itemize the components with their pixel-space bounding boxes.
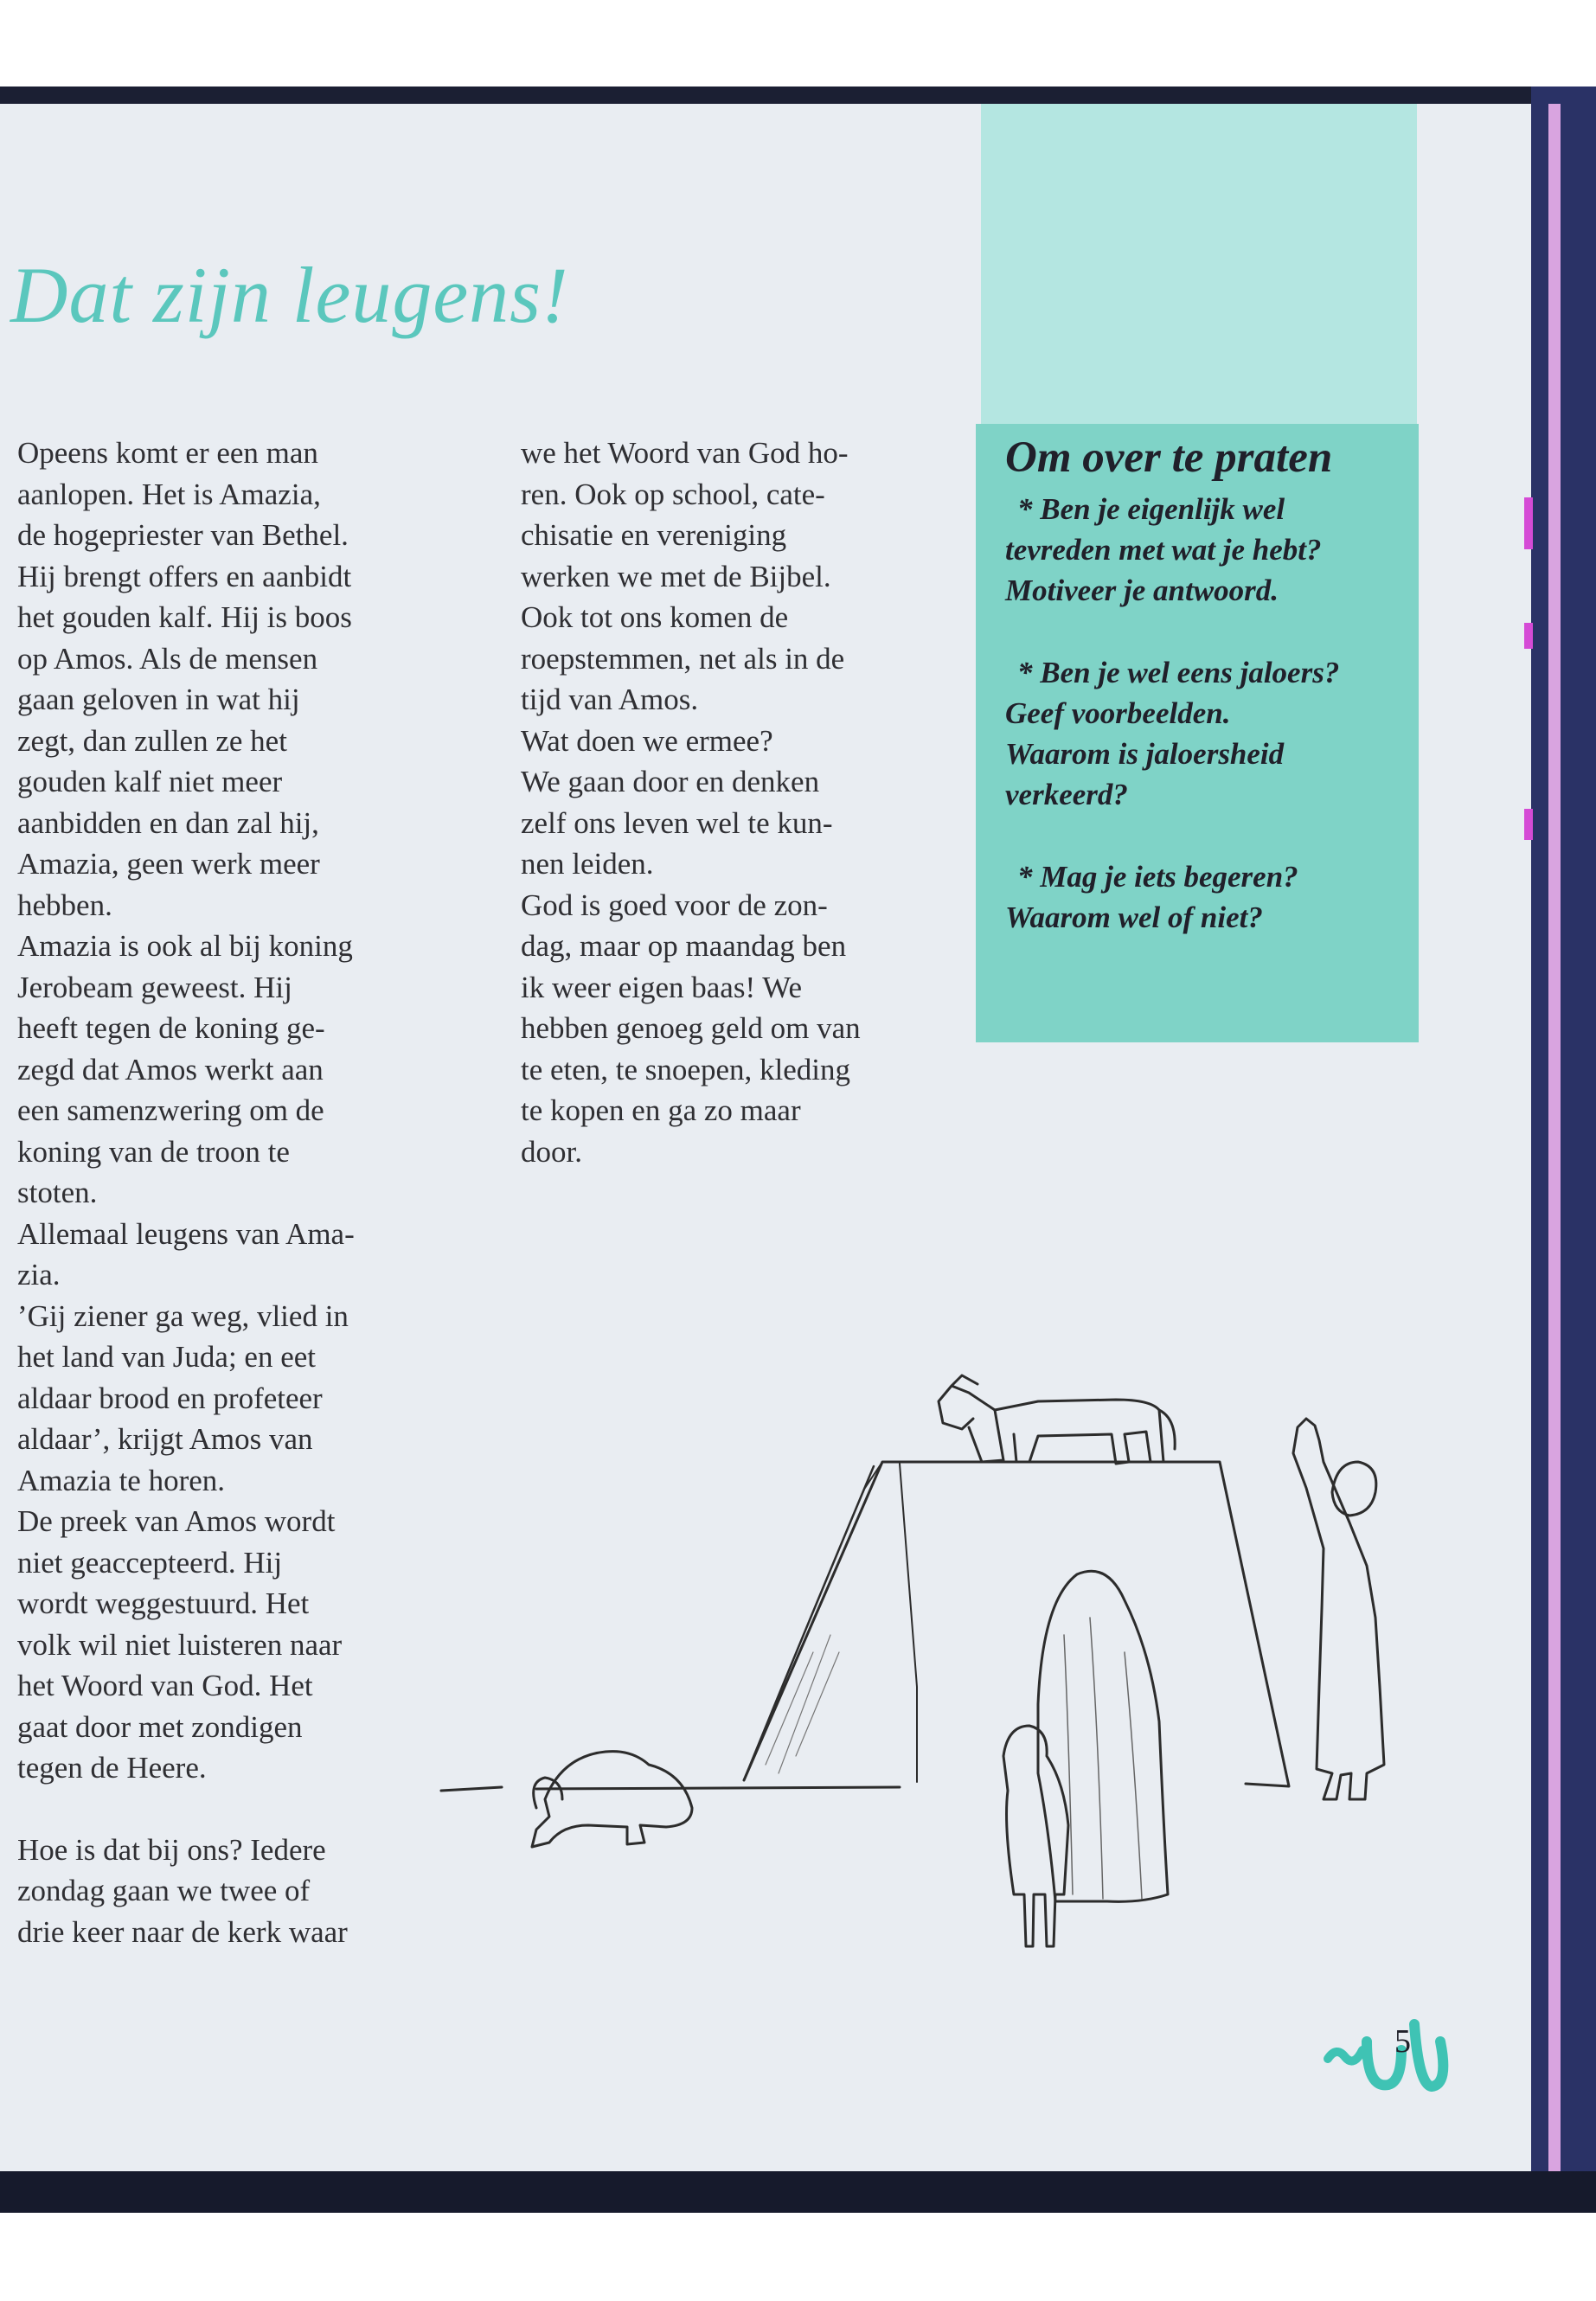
text-line: zegd dat Amos werkt aan <box>17 1052 324 1086</box>
text-line: Opeens komt er een man <box>17 436 318 470</box>
calf-icon <box>939 1375 1163 1464</box>
edge-marker <box>1524 809 1533 840</box>
text-line: hebben genoeg geld om van <box>521 1011 861 1045</box>
discussion-question-line: tevreden met wat je hebt? <box>1005 533 1322 567</box>
text-line: stoten. <box>17 1176 98 1209</box>
text-line: zelf ons leven wel te kun- <box>521 805 833 840</box>
text-line: tijd van Amos. <box>521 683 699 716</box>
text-line: op Amos. Als de mensen <box>17 641 318 676</box>
edge-marker <box>1524 623 1533 649</box>
text-line: Allemaal leugens van Ama- <box>17 1216 355 1251</box>
text-column-2 <box>521 433 936 1172</box>
text-line: tegen de Heere. <box>17 1751 207 1785</box>
text-line: ren. Ook op school, cate- <box>521 477 825 511</box>
text-line: nen leiden. <box>521 847 654 881</box>
question-gap <box>1005 611 1412 652</box>
text-line: Amazia is ook al bij koning <box>17 929 353 963</box>
text-line: zegt, dan zullen ze het <box>17 723 287 758</box>
text-line: chisatie en vereniging <box>521 518 787 552</box>
discussion-question-line: * Ben je eigenlijk wel <box>1017 492 1285 526</box>
altar-inner <box>865 1462 917 1782</box>
text-line: het gouden kalf. Hij is boos <box>17 600 352 634</box>
text-line: Ook tot ons komen de <box>521 600 789 634</box>
question-gap <box>1005 815 1412 856</box>
text-line: God is goed voor de zon- <box>521 888 828 922</box>
text-line: Amazia te horen. <box>17 1463 226 1497</box>
text-line: Wat doen we ermee? <box>521 723 773 758</box>
altar <box>744 1462 1289 1786</box>
discussion-question-line: Motiveer je antwoord. <box>1005 574 1279 607</box>
text-line: zia. <box>17 1258 61 1292</box>
veiled-woman-folds <box>1064 1618 1142 1899</box>
text-line: Hoe is dat bij ons? Iedere <box>17 1832 326 1867</box>
text-line: koning van de troon te <box>17 1134 290 1169</box>
discussion-question-line: Waarom is jaloersheid <box>1005 737 1285 771</box>
paragraph-gap <box>17 1789 433 1830</box>
text-line: aldaar’, krijgt Amos van <box>17 1422 313 1456</box>
book-cover-right <box>1531 87 1596 2213</box>
discussion-question-line: * Ben je wel eens jaloers? <box>1017 656 1340 689</box>
column-2-paragraph <box>521 433 936 1172</box>
ground-line <box>441 1787 900 1791</box>
child <box>1003 1726 1068 1946</box>
edge-marker <box>1524 497 1533 549</box>
book-edge-top <box>0 87 1596 104</box>
text-line: het Woord van God. Het <box>17 1669 313 1702</box>
text-line: De preek van Amos wordt <box>17 1504 336 1538</box>
praying-man-head <box>1332 1462 1376 1516</box>
text-line: ik weer eigen baas! We <box>521 970 802 1004</box>
discussion-question-line: Geef voorbeelden. <box>1005 696 1231 730</box>
veiled-woman <box>1038 1571 1168 1901</box>
kneeling-figure <box>532 1752 692 1847</box>
text-line: aanbidden en dan zal hij, <box>17 805 319 840</box>
text-line: ’Gij ziener ga weg, vlied in <box>17 1298 349 1333</box>
text-line: we het Woord van God ho- <box>521 436 849 470</box>
text-line: gaat door met zondigen <box>17 1709 303 1744</box>
altar-calf-illustration <box>433 1202 1471 2085</box>
cover-stripe <box>1548 104 1561 2171</box>
text-line: drie keer naar de kerk waar <box>17 1914 348 1949</box>
text-column-1 <box>17 433 433 1952</box>
text-line: Jerobeam geweest. Hij <box>17 970 292 1004</box>
column-1-paragraph <box>17 433 433 1789</box>
discussion-question-line: Waarom wel of niet? <box>1005 901 1263 934</box>
text-line: te eten, te snoepen, kleding <box>521 1052 850 1086</box>
text-line: zondag gaan we twee of <box>17 1874 311 1907</box>
column-1-ending <box>17 1830 433 1953</box>
text-line: dag, maar op maandag ben <box>521 929 847 963</box>
text-line: wordt weggestuurd. Het <box>17 1586 310 1620</box>
page-number: 5 <box>1394 2023 1411 2060</box>
discussion-heading: Om over te praten <box>1005 433 1333 482</box>
text-line: het land van Juda; en eet <box>17 1340 317 1374</box>
text-line: Hij brengt offers en aanbidt <box>17 559 352 593</box>
magazine-logo-icon <box>1319 1990 1458 2111</box>
discussion-question-line: verkeerd? <box>1005 778 1128 811</box>
text-line: hebben. <box>17 888 112 922</box>
text-line: volk wil niet luisteren naar <box>17 1627 343 1662</box>
discussion-question-line: * Mag je iets begeren? <box>1017 860 1298 894</box>
text-line: heeft tegen de koning ge- <box>17 1011 325 1045</box>
text-line: Amazia, geen werk meer <box>17 847 320 881</box>
praying-man <box>1293 1419 1384 1799</box>
text-line: de hogepriester van Bethel. <box>17 518 349 552</box>
altar-side-left <box>744 1466 874 1780</box>
text-line: werken we met de Bijbel. <box>521 559 831 593</box>
book-edge-bottom <box>0 2171 1596 2213</box>
text-line: niet geaccepteerd. Hij <box>17 1545 283 1580</box>
text-line: door. <box>521 1134 582 1169</box>
text-line: gaan geloven in wat hij <box>17 683 300 716</box>
text-line: We gaan door en denken <box>521 765 820 798</box>
discussion-questions <box>1005 489 1412 938</box>
text-line: een samenzwering om de <box>17 1093 324 1127</box>
text-line: te kopen en ga zo maar <box>521 1093 801 1127</box>
text-line: gouden kalf niet meer <box>17 765 283 798</box>
text-line: roepstemmen, net als in de <box>521 641 845 676</box>
text-line: aanlopen. Het is Amazia, <box>17 477 321 511</box>
page-title: Dat zijn leugens! <box>10 251 569 339</box>
text-line: aldaar brood en profeteer <box>17 1381 323 1415</box>
page <box>0 104 1531 2171</box>
